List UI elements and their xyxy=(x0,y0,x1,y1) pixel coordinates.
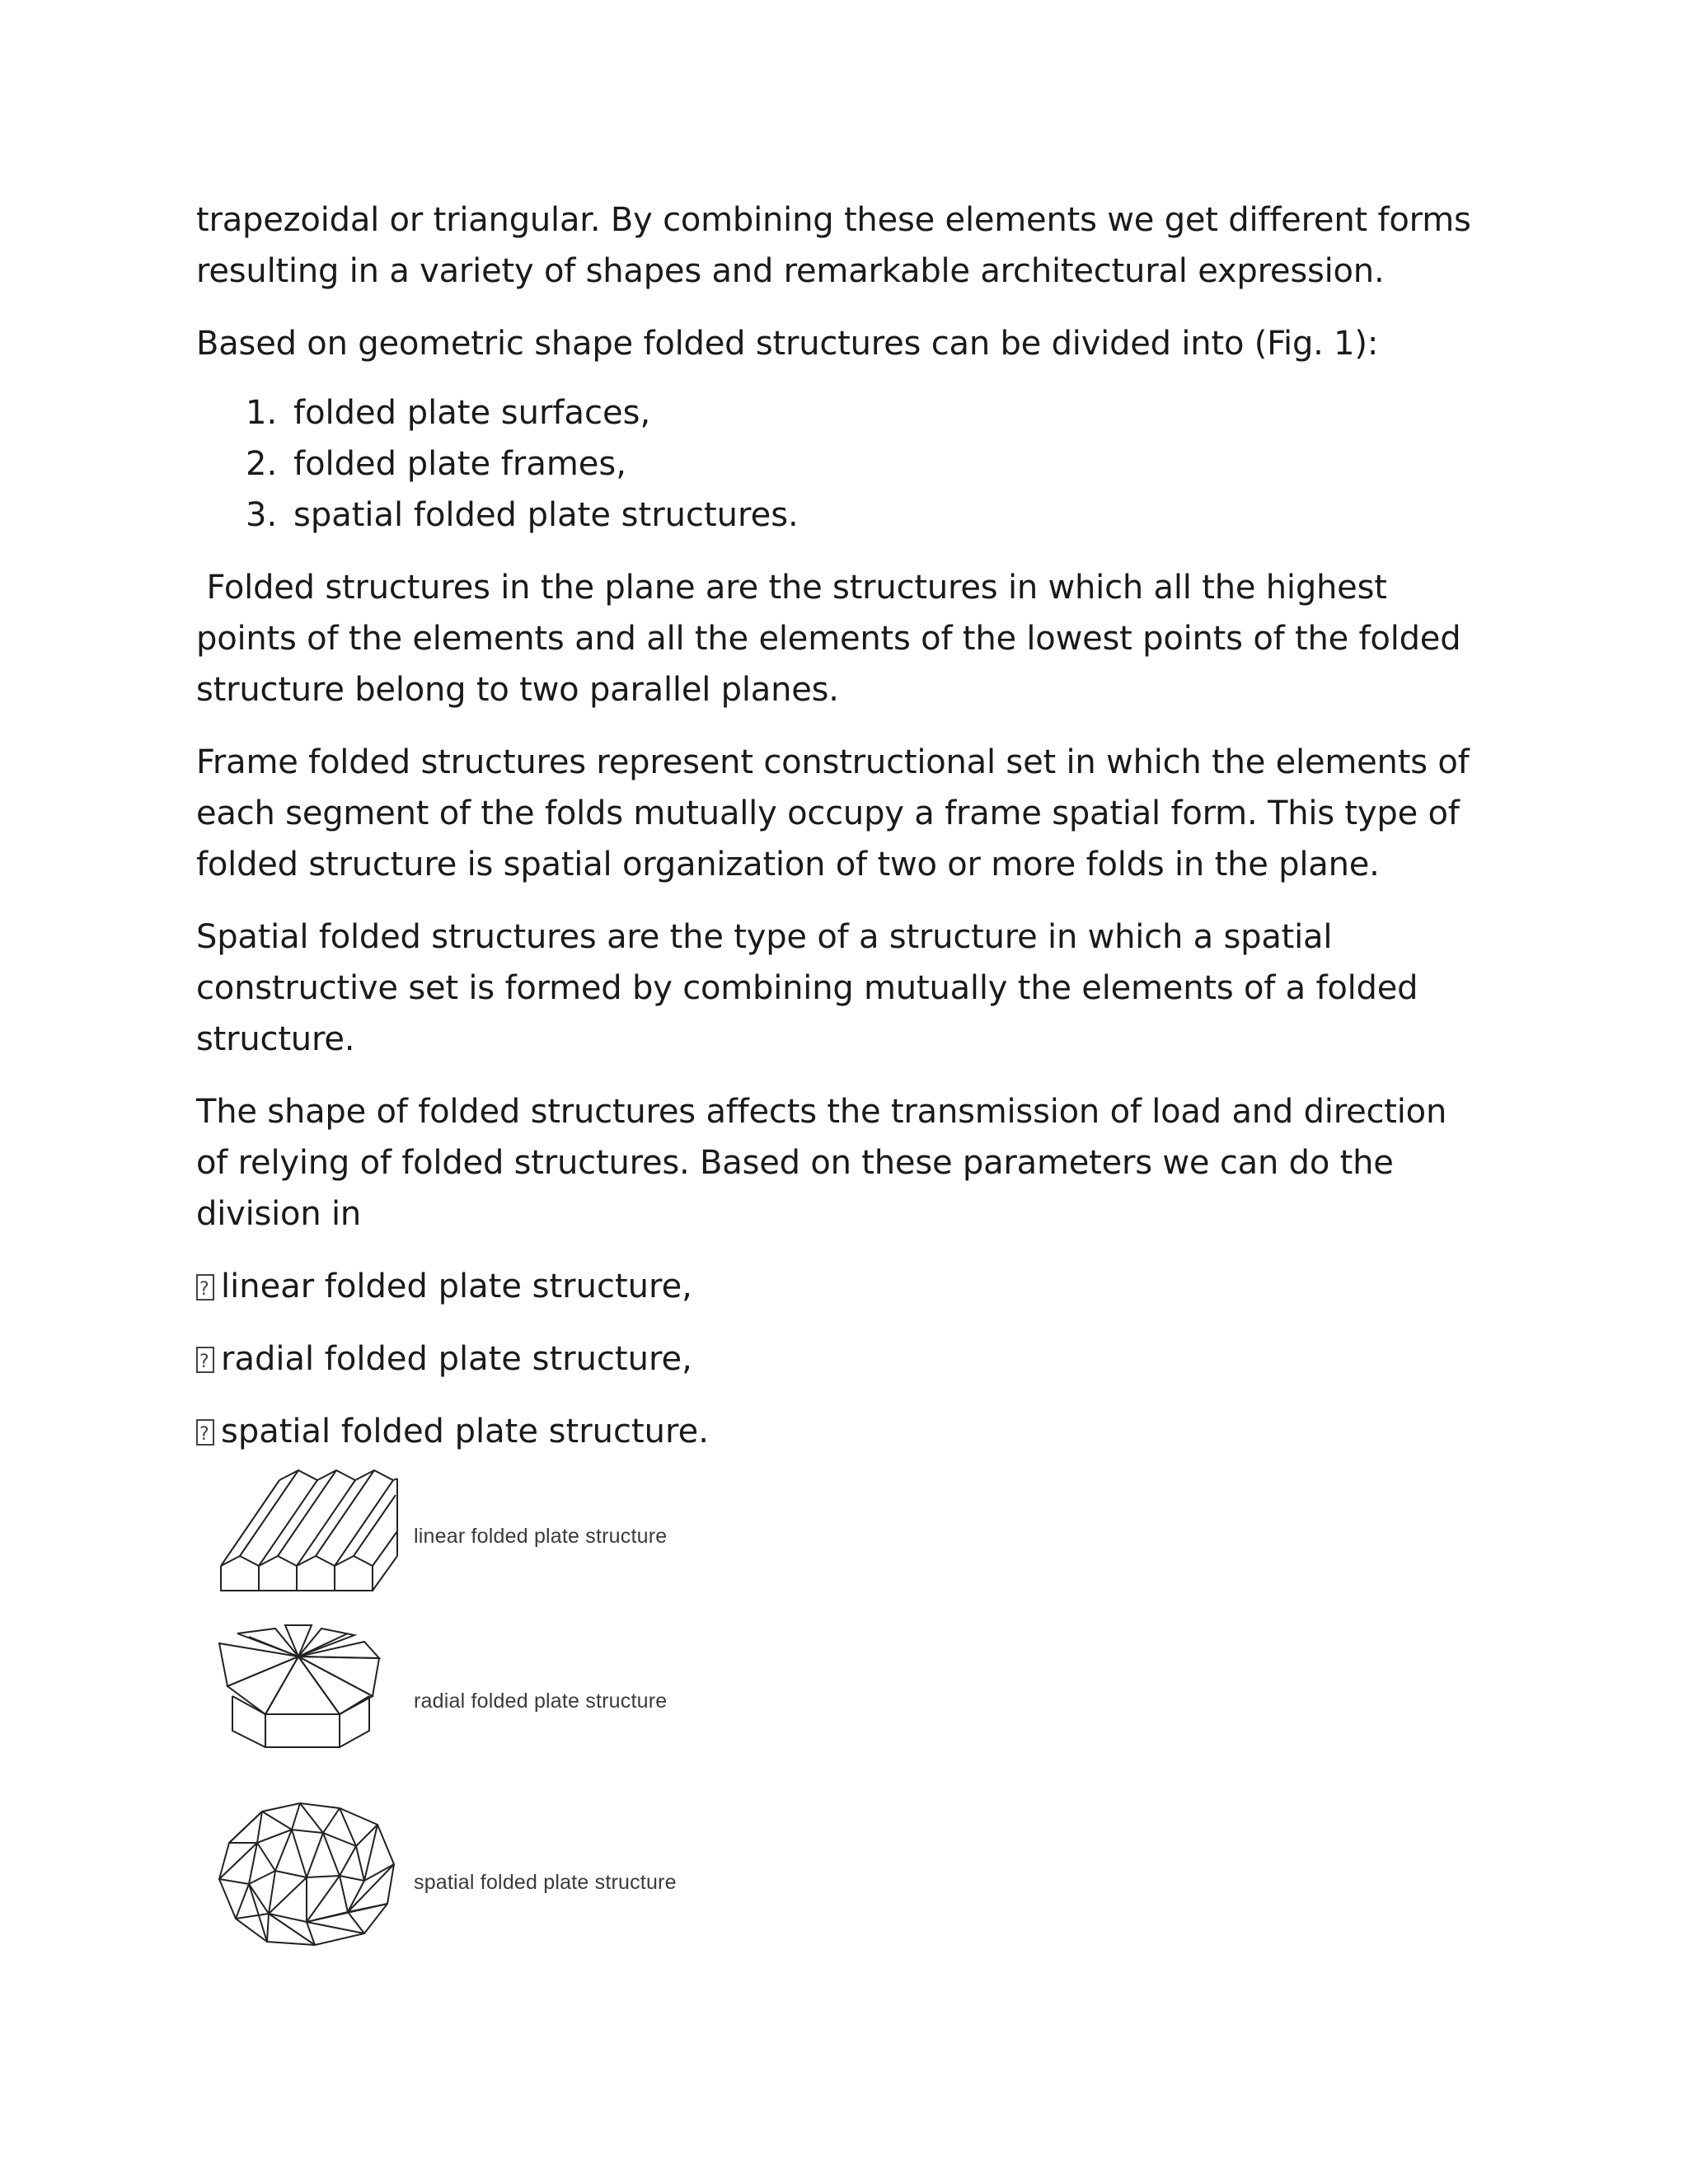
list-item xyxy=(196,490,1482,541)
radial-folded-plate-drawing xyxy=(216,1624,406,1764)
paragraph-spatial: Spatial folded structures are the type of a structure in which a spatial constructive set is formed by combining mutually the elements of a folded structure. xyxy=(196,918,1418,1058)
paragraph-division: Based on geometric shape folded structures can be divided into (Fig. 1): xyxy=(196,325,1379,363)
bullet-text: radial folded plate structure, xyxy=(221,1340,692,1378)
list-number: 2. xyxy=(246,445,278,483)
linear-folded-plate-drawing xyxy=(216,1459,406,1599)
list-item-text: folded plate surfaces, xyxy=(293,394,651,432)
figure-label-spatial: spatial folded plate structure xyxy=(414,1871,677,1894)
spatial-folded-plate-drawing xyxy=(216,1797,406,1953)
list-item-text: folded plate frames, xyxy=(293,445,626,483)
missing-glyph-icon xyxy=(196,1419,214,1446)
figure-label-linear: linear folded plate structure xyxy=(414,1525,668,1548)
figure-label-radial: radial folded plate structure xyxy=(414,1690,668,1713)
paragraph-frame: Frame folded structures represent constructional set in which the elements of each segment of the folds mutually occupy a frame spatial form. This type of folded structure is spatial organization of two or more folds in the plane. xyxy=(196,743,1470,883)
list-item xyxy=(196,438,1482,490)
numbered-list xyxy=(196,387,1482,541)
paragraph-shape: The shape of folded structures affects the transmission of load and direction of relying of folded structures. Based on these parameters we can do the division in xyxy=(196,1093,1447,1233)
list-item xyxy=(196,387,1482,438)
paragraph-plane: Folded structures in the plane are the structures in which all the highest points of the elements and all the elements of the lowest points of the folded structure belong to two parallel planes. xyxy=(196,569,1471,709)
figure-folded-structures xyxy=(216,1459,793,1953)
list-number: 3. xyxy=(246,496,278,534)
document-body xyxy=(196,194,1482,1479)
bullet-text: linear folded plate structure, xyxy=(221,1268,692,1305)
bullet-item xyxy=(196,1333,1482,1385)
list-item-text: spatial folded plate structures. xyxy=(293,496,799,534)
bullet-item xyxy=(196,1261,1482,1312)
missing-glyph-icon xyxy=(196,1274,214,1301)
figure-row-spatial xyxy=(216,1797,793,1953)
bullet-item xyxy=(196,1406,1482,1457)
missing-glyph-icon xyxy=(196,1347,214,1373)
bullet-text: spatial folded plate structure. xyxy=(221,1413,709,1451)
paragraph-intro: trapezoidal or triangular. By combining these elements we get different forms resulting in a variety of shapes and remarkable architectural expression. xyxy=(196,201,1471,290)
list-number: 1. xyxy=(246,394,278,432)
figure-row-linear xyxy=(216,1459,793,1599)
figure-row-radial xyxy=(216,1624,793,1764)
